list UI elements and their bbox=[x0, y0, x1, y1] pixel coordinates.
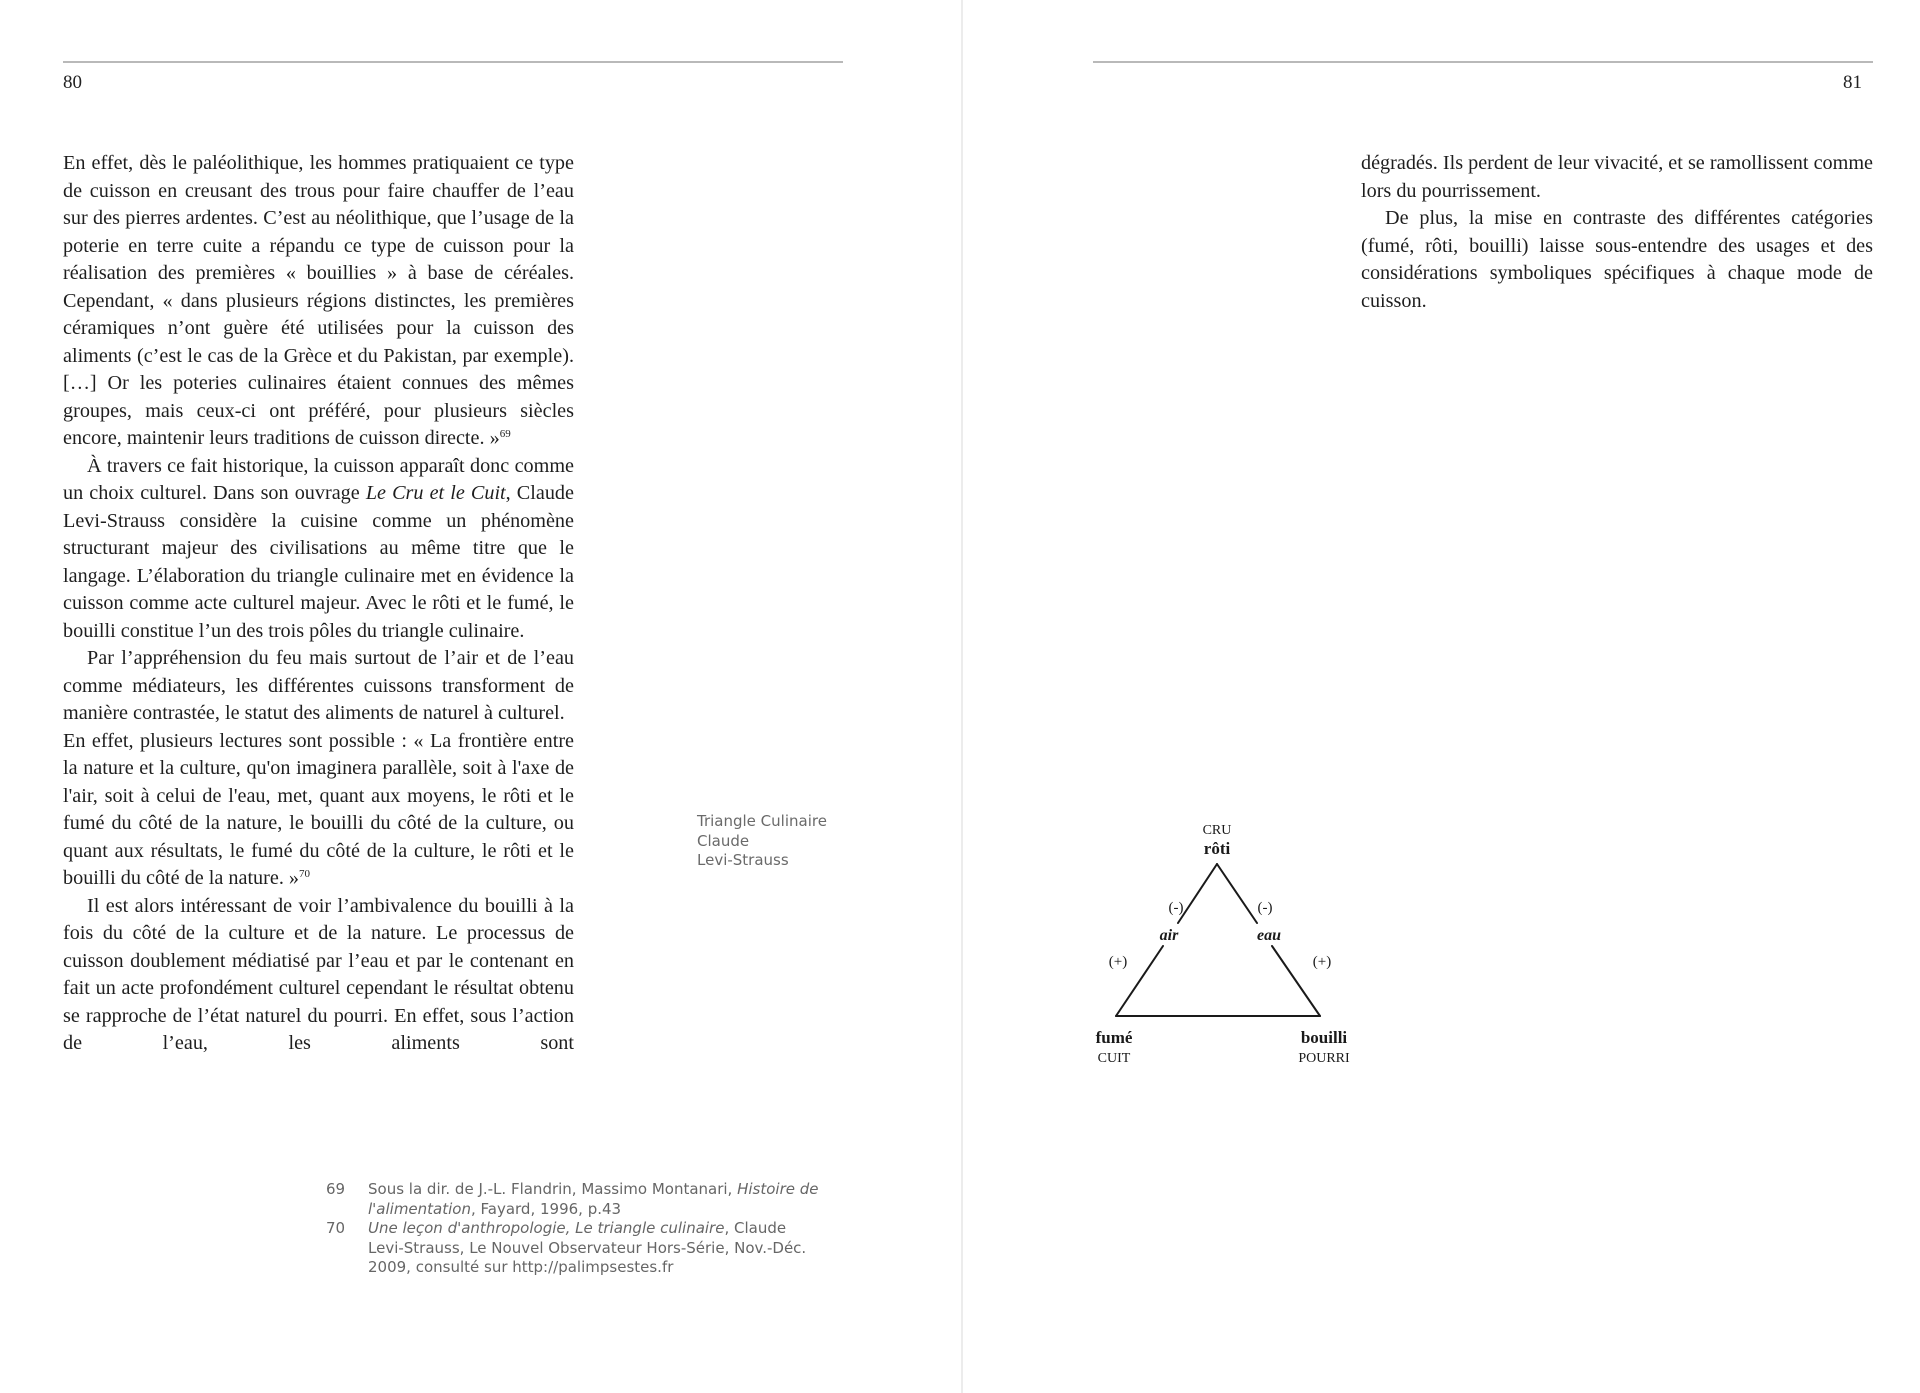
footnote bbox=[326, 1219, 826, 1278]
culinary-triangle-diagram bbox=[1080, 810, 1380, 1120]
paragraph bbox=[1361, 150, 1873, 205]
footnotes bbox=[326, 1180, 826, 1278]
text-run: , Claude Levi-Strauss, Le Nouvel Observateur Hors-Série, Nov.-Déc. 2009, consulté sur http://palimpsestes.fr bbox=[368, 1219, 807, 1277]
italic-text: Histoire de l'alimentation bbox=[368, 1180, 819, 1218]
text-run: Par l’appréhension du feu mais surtout de l’air et de l’eau comme médiateurs, les différentes cuissons transforment de manière contrastée, le statut des aliments de naturel à culturel. bbox=[63, 647, 574, 724]
paragraph bbox=[63, 453, 574, 646]
paragraph bbox=[63, 645, 574, 728]
air-mediator-label: air bbox=[1159, 927, 1179, 944]
top-category-label: CRU bbox=[1202, 823, 1232, 838]
footnote-text bbox=[368, 1219, 826, 1278]
left-lower-sign: (+) bbox=[1108, 954, 1128, 970]
paragraph bbox=[63, 893, 574, 1058]
footnote-reference: 70 bbox=[299, 868, 311, 880]
footnote-text bbox=[368, 1180, 826, 1219]
triangle-left-upper-edge bbox=[1178, 864, 1217, 923]
italic-text: Le Cru et le Cuit bbox=[365, 482, 506, 504]
text-run: , Fayard, 1996, p.43 bbox=[470, 1199, 622, 1218]
footnote-number: 70 bbox=[326, 1219, 346, 1238]
bottom-left-vertex-label: fumé bbox=[1095, 1028, 1133, 1047]
eau-mediator-label: eau bbox=[1257, 927, 1281, 944]
text-run: En effet, dès le paléolithique, les hommes pratiquaient ce type de cuisson en creusant des trous pour faire chauffer de l’eau sur des pierres ardentes. C’est au néolithique, que l’usage de la poterie en terre cuite a répandu ce type de cuisson pour la réalisation des premières « bouillies » à base de céréales. Cependant, « dans plusieurs régions distinctes, les premières céramiques n’ont guère été utilisées pour la cuisson des aliments (c’est le cas de la Grèce et du Pakistan, par exemple). […] Or les poteries culinaires étaient connues des mêmes groupes, mais ceux-ci ont préféré, pour plusieurs siècles encore, maintenir leurs traditions de cuisson directe. » bbox=[63, 152, 574, 449]
text-run: En effet, plusieurs lectures sont possible : « La frontière entre la nature et la culture, qu'on imaginera parallèle, soit à l'axe de l'air, soit à celui de l'eau, met, quant aux moyens, le rôti et le fumé du côté de la nature, le bouilli du côté de la culture, ou quant aux résultats, le fumé du côté de la culture, le rôti et le bouilli du côté de la nature. » bbox=[63, 729, 574, 889]
footnote bbox=[326, 1180, 826, 1219]
triangle-right-upper-edge bbox=[1217, 864, 1257, 923]
footnote-reference: 69 bbox=[499, 428, 511, 440]
text-run: dégradés. Ils perdent de leur vivacité, et se ramollissent comme lors du pourrissement. bbox=[1361, 152, 1873, 202]
paragraph bbox=[63, 150, 574, 453]
right-page bbox=[963, 0, 1920, 1393]
paragraph bbox=[1361, 205, 1873, 315]
bottom-right-category-label: POURRI bbox=[1298, 1051, 1350, 1066]
left-upper-sign: (-) bbox=[1168, 900, 1184, 916]
text-run: Il est alors intéressant de voir l’ambivalence du bouilli à la fois du côté de la culture et de la nature. Le processus de cuisson doublement médiatisé par l’eau et par le contenant en fait un acte profondément culturel cependant le résultat obtenu se rapproche de l’état naturel du pourri. En effet, sous l’action de l’eau, les aliments sont bbox=[63, 894, 574, 1054]
header-rule bbox=[63, 61, 843, 63]
caption-line: Triangle Culinaire bbox=[697, 812, 827, 830]
top-vertex-label: rôti bbox=[1203, 839, 1231, 858]
text-run: , Claude Levi-Strauss considère la cuisine comme un phénomène structurant majeur des civilisations au même titre que le langage. L’élaboration du triangle culinaire met en évidence la cuisson comme acte culturel majeur. Avec le rôti et le fumé, le bouilli constitue l’un des trois pôles du triangle culinaire. bbox=[63, 482, 574, 642]
text-run: À travers ce fait historique, la cuisson apparaît donc comme un choix culturel. Dans son ouvrage bbox=[63, 454, 574, 504]
figure-caption bbox=[697, 812, 867, 871]
text-run: Sous la dir. de J.-L. Flandrin, Massimo Montanari, bbox=[368, 1180, 738, 1198]
caption-line: Claude bbox=[697, 831, 750, 850]
footnote-number: 69 bbox=[326, 1180, 346, 1198]
right-upper-sign: (-) bbox=[1257, 900, 1273, 916]
paragraph bbox=[63, 728, 574, 893]
italic-text: Une leçon d'anthropologie, Le triangle culinaire bbox=[368, 1219, 725, 1238]
body-text bbox=[63, 150, 574, 1058]
text-run: De plus, la mise en contraste des différentes catégories (fumé, rôti, bouilli) laisse sous-entendre des usages et des considérations symboliques spécifiques à chaque mode de cuisson. bbox=[1361, 207, 1873, 312]
bottom-right-vertex-label: bouilli bbox=[1300, 1028, 1348, 1047]
header-rule bbox=[1093, 61, 1873, 63]
bottom-left-category-label: CUIT bbox=[1097, 1051, 1131, 1066]
right-lower-sign: (+) bbox=[1312, 954, 1332, 970]
page-number: 81 bbox=[1843, 72, 1862, 93]
caption-line: Levi-Strauss bbox=[697, 851, 789, 869]
body-text bbox=[1361, 150, 1873, 315]
page-number: 80 bbox=[63, 72, 82, 93]
